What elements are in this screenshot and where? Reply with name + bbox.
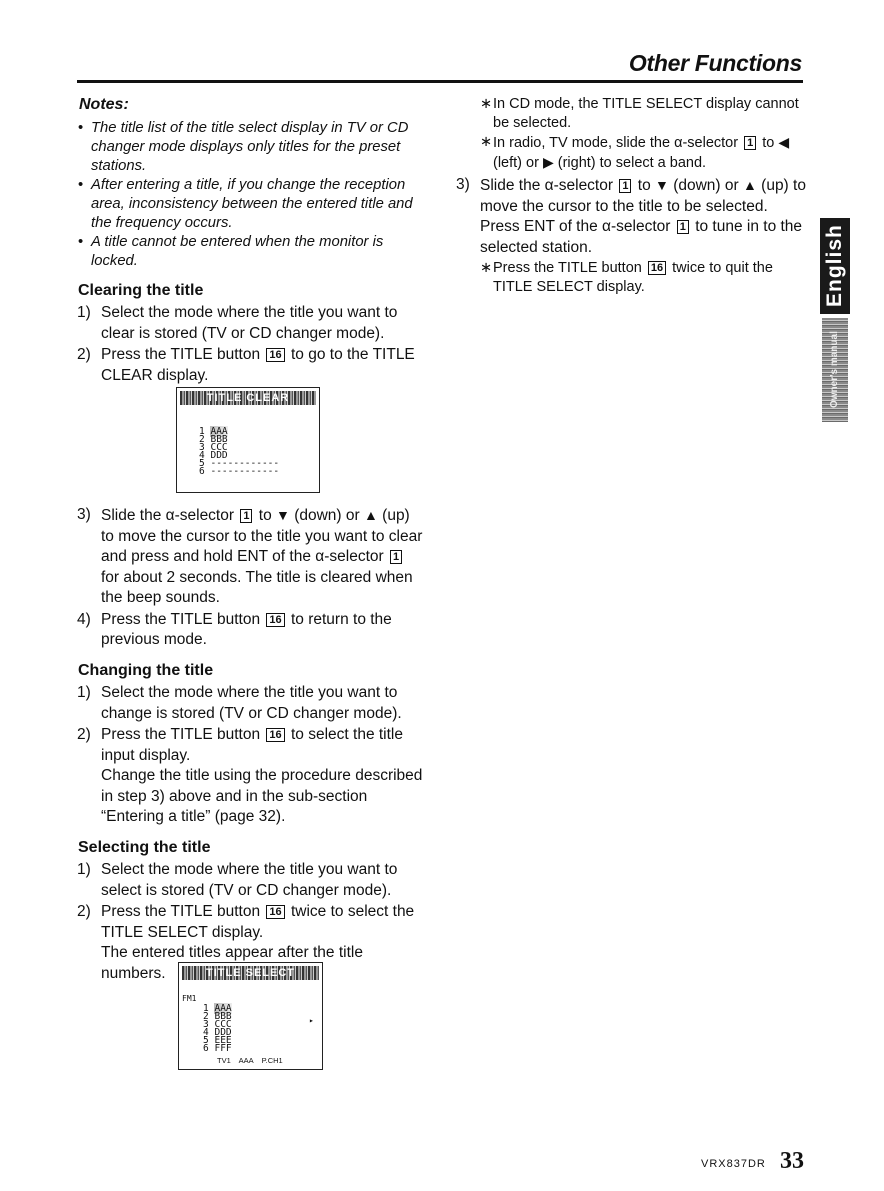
- note-text: twice to quit the TITLE SELECT display.: [493, 260, 773, 295]
- selector-key: 1: [240, 509, 252, 523]
- note-star: [456, 133, 806, 173]
- title-clear-screen: [176, 387, 320, 493]
- note-text: Press the TITLE button: [493, 260, 642, 276]
- language-tab: English: [820, 218, 850, 314]
- row-number: 1: [203, 1003, 209, 1014]
- step-number: 2): [77, 903, 91, 920]
- step-text: Select the mode where the title you want to change is stored (TV or CD changer mode).: [101, 684, 402, 722]
- row-text: ------------: [210, 466, 280, 477]
- step-text: to: [258, 507, 272, 524]
- row-text: AAA: [210, 426, 228, 437]
- step-text: (up) to move the cursor to the title to be selected. Press ENT of the α-selector: [480, 177, 806, 235]
- step-text: Press the TITLE button: [101, 346, 261, 363]
- step-number: 2): [77, 346, 91, 363]
- row-number: 6: [199, 466, 205, 477]
- band-label: FM1: [182, 994, 197, 1003]
- changing-step-1: [77, 683, 423, 724]
- step-text: Select the mode where the title you want to clear is stored (TV or CD changer mode).: [101, 304, 398, 342]
- title-button-key: 16: [266, 613, 284, 627]
- step-text: (down) or: [673, 177, 739, 194]
- up-arrow-icon: ▲: [742, 177, 757, 193]
- row-number: 1: [199, 426, 205, 437]
- row-number: 2: [199, 434, 205, 445]
- step-text: Select the mode where the title you want to select is stored (TV or CD changer mode).: [101, 861, 398, 899]
- title-button-key: 16: [266, 348, 284, 362]
- star-icon: ∗: [480, 134, 493, 150]
- selecting-title: Selecting the title: [78, 838, 211, 856]
- header-rule: [77, 80, 803, 83]
- step-number: 2): [77, 726, 91, 743]
- step-text: to tune in to the selected station.: [480, 218, 803, 256]
- title-select-screen: [178, 962, 323, 1070]
- row-number: 5: [203, 1035, 209, 1046]
- note-text: In CD mode, the TITLE SELECT display cannot be selected.: [493, 96, 799, 131]
- selector-key: 1: [390, 550, 402, 564]
- row-text: DDD: [210, 450, 228, 461]
- note-text: In radio, TV mode, slide the α-selector: [493, 135, 739, 151]
- right-column: [456, 95, 806, 297]
- clearing-step-1: [77, 303, 423, 344]
- step-text: twice to select the TITLE SELECT display.: [101, 903, 415, 941]
- step-text: to: [637, 177, 651, 194]
- clearing-step-3: [77, 505, 423, 609]
- select-step-3: [456, 175, 806, 258]
- changing-title: Changing the title: [78, 661, 214, 679]
- note-star: [456, 259, 806, 297]
- row-text: AAA: [214, 1003, 232, 1014]
- clearing-step-2: [77, 345, 423, 386]
- selector-key: 1: [619, 179, 631, 193]
- step-number: 3): [77, 506, 91, 523]
- row-text: EEE: [214, 1035, 232, 1046]
- step-number: 1): [77, 861, 91, 878]
- page-section-title: Other Functions: [628, 50, 802, 76]
- screen-header: TITLE SELECT: [182, 966, 319, 980]
- row-text: BBB: [214, 1011, 232, 1022]
- right-arrow-icon: ▸: [309, 1016, 314, 1025]
- owner-manual-tab: Owner's manual: [822, 318, 848, 422]
- row-text: FFF: [214, 1043, 232, 1054]
- note-star: [456, 95, 806, 133]
- step-text: Slide the α-selector: [101, 507, 235, 524]
- step-text: for about 2 seconds. The title is cleared when the beep sounds.: [101, 568, 413, 606]
- row-text: DDD: [214, 1027, 232, 1038]
- step-text: to select the title input display.: [101, 726, 403, 764]
- notes-title: Notes:: [79, 96, 129, 113]
- left-arrow-icon: ◀: [778, 134, 790, 150]
- note-item: • After entering a title, if you change the reception area, inconsistency between the entered title and the frequency occurs.: [77, 176, 423, 233]
- clearing-step-4: [77, 610, 423, 651]
- right-arrow-icon: ▶: [542, 154, 554, 170]
- title-button-key: 16: [266, 905, 284, 919]
- row-number: 4: [199, 450, 205, 461]
- left-column: [77, 95, 423, 985]
- step-text: Press the TITLE button: [101, 726, 261, 743]
- step-text: Press the TITLE button: [101, 610, 261, 628]
- step-number: 3): [456, 176, 470, 193]
- row-text: CCC: [210, 442, 228, 453]
- note-text: (right) to select a band.: [557, 155, 707, 171]
- title-button-key: 16: [648, 261, 666, 275]
- selecting-step-1: [77, 860, 423, 901]
- clearing-title: Clearing the title: [78, 281, 204, 299]
- row-number: 2: [203, 1011, 209, 1022]
- up-arrow-icon: ▲: [363, 507, 378, 523]
- step-number: 1): [77, 304, 91, 321]
- selector-key: 1: [744, 136, 756, 150]
- star-icon: ∗: [480, 260, 493, 276]
- step-text: Press the TITLE button: [101, 903, 261, 920]
- step-text: to return to the previous mode.: [101, 610, 392, 648]
- screen-row: [199, 468, 279, 476]
- note-item: • The title list of the title select display in TV or CD changer mode displays only titles for the preset stations.: [77, 119, 423, 176]
- down-arrow-icon: ▼: [655, 177, 669, 193]
- screen-footer: TV1 AAA P.CH1: [217, 1056, 283, 1065]
- row-number: 3: [199, 442, 205, 453]
- row-number: 5: [199, 458, 205, 469]
- changing-step-2: [77, 725, 423, 828]
- row-text: CCC: [214, 1019, 232, 1030]
- step-subtext: Change the title using the procedure described in step 3) above and in the sub-section “Entering a title” (page 32).: [101, 767, 423, 825]
- star-icon: ∗: [480, 96, 493, 112]
- row-number: 6: [203, 1043, 209, 1054]
- screen-row: [203, 1045, 232, 1053]
- down-arrow-icon: ▼: [276, 507, 290, 523]
- note-text: to: [762, 135, 775, 151]
- step-number: 1): [77, 684, 91, 701]
- step-number: 4): [77, 610, 91, 628]
- note-text: (left) or: [493, 155, 539, 171]
- step-subtext: The entered titles appear after the title numbers.: [101, 944, 363, 982]
- screen-header: TITLE CLEAR: [180, 391, 316, 405]
- title-button-key: 16: [266, 728, 284, 742]
- step-text: (down) or: [294, 507, 360, 524]
- step-text: Slide the α-selector: [480, 177, 614, 194]
- page-number: 33: [780, 1148, 804, 1174]
- step-text: to go to the TITLE CLEAR display.: [101, 346, 415, 384]
- row-number: 3: [203, 1019, 209, 1030]
- selector-key: 1: [677, 220, 689, 234]
- step-text: (up) to move the cursor to the title you want to clear and press and hold ENT of the α-selector: [101, 507, 423, 565]
- model-number: VRX837DR: [701, 1158, 766, 1170]
- row-text: ------------: [210, 458, 280, 469]
- row-number: 4: [203, 1027, 209, 1038]
- note-item: • A title cannot be entered when the monitor is locked.: [77, 233, 423, 271]
- row-text: BBB: [210, 434, 228, 445]
